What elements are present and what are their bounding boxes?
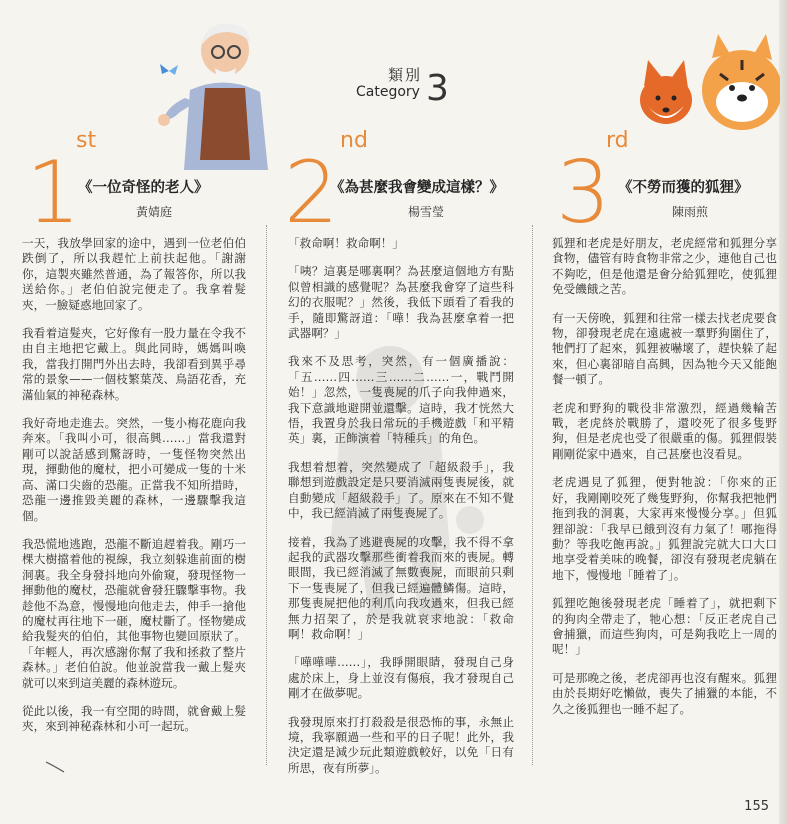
paragraph: 一天，我放學回家的途中，遇到一位老伯伯跌倒了，所以我趕忙上前扶起他。「謝謝你，這製夾雖然普通，為了報答你，所以我送給你。」老伯伯說完便走了。我拿着髮夾，一臉疑惑地回家了。 (22, 236, 246, 312)
paragraph: 可是那晚之後，老虎卻再也沒有醒來。狐狸由於長期好吃懶做，喪失了捕獵的本能，不久之後狐狸也一睡不起了。 (552, 670, 777, 716)
paragraph: 老虎和野狗的戰役非常激烈，經過幾輪苦戰，老虎終於戰勝了，還咬死了很多隻野狗，但是老虎也受了很嚴重的傷。狐狸假裝剛剛從家中過來，自己甚麼也沒看見。 (552, 400, 777, 461)
paragraph: 我來不及思考，突然，有一個廣播說：「五……四……三……二……一，戰鬥開始！」忽然，一隻喪屍的爪子向我伸過來，我下意識地避開並還擊。這時，我才恍然大悟，我置身於我日常玩的手機遊戲「和平精英」裏，正飾演着「特種兵」的角色。 (288, 354, 514, 446)
old-man-illustration (150, 10, 280, 170)
rank-number-2: 2 (284, 143, 339, 243)
paragraph: 狐狸和老虎是好朋友，老虎經常和狐狸分享食物，儘管有時食物非常之少，連他自己也不夠吃，但是他還是會分給狐狸吃，使狐狸免受饑餓之苦。 (552, 236, 777, 297)
paragraph: 有一天傍晚，狐狸和往常一樣去找老虎要食物，卻發現老虎在遠處被一羣野狗圍住了，牠們打了起來，狐狸被嚇壞了，趕快躲了起來，但心裏卻暗自高興，因為牠今天又能飽餐一頓了。 (552, 310, 777, 387)
rank-suffix-3: rd (606, 128, 629, 153)
story-title-3: 《不勞而獲的狐狸》 (618, 180, 749, 196)
paragraph: 我看着這髮夾，它好像有一股力量在令我不由自主地把它戴上。與此同時，媽媽叫喚我，當我打開門外出去時，我卻看到異乎尋常的景象——一個枝繁葉茂、鳥語花香，充滿仙氣的神秘森林。 (22, 326, 246, 402)
story-body-2 (288, 236, 514, 789)
category-number: 3 (426, 68, 449, 109)
story-author-3: 陳雨煎 (672, 205, 709, 219)
category-label-en: Category (356, 84, 420, 100)
pen-mark-icon (44, 760, 68, 774)
rank-suffix-1: st (76, 128, 97, 153)
paragraph: 「救命啊！救命啊！」 (288, 236, 404, 250)
story-title-2: 《為甚麼我會變成這樣？》 (330, 180, 504, 196)
story-author-2: 楊雪瑩 (408, 205, 445, 219)
scan-edge (779, 0, 787, 824)
paragraph: 我好奇地走進去。突然，一隻小梅花鹿向我奔來。「我叫小可，很高興……」當我還對剛可以說話感到驚訝時，一隻怪物突然出現，揮動他的魔杖，把小可變成一隻的十米高、滿口尖齒的恐龍。正當我不知所措時，恐龍一邊推毀美麗的森林，一邊驟擊我這個。 (22, 416, 246, 523)
rank-number-1: 1 (26, 143, 81, 243)
paragraph: 我恐慌地逃跑，恐龍不斷追趕着我。剛巧一棵大樹擋着他的視線，我立刻躲進前面的樹洞裏。我全身發抖地向外偷窺，發現怪物一揮動他的魔杖，恐龍就會發狂驟擊事物。我趁他不為意，慢慢地向他走去，伸手一搶他的魔杖再往地下一砸，魔杖斷了。怪物變成給我髮夾的伯伯，其他事物也變回原狀了。「年輕人，再次感謝你幫了我和拯救了整片森林。」老伯伯說。他並說當我一戴上髮夾就可以來到這美麗的森林遊玩。 (22, 536, 246, 690)
page-number: 155 (744, 799, 769, 814)
paragraph: 老虎遇見了狐狸，便對牠說：「你來的正好，我剛剛咬死了幾隻野狗，你幫我把牠們拖到我的洞裏，大家再來慢慢分享。」但狐狸卻說：「我早已餓到沒有力氣了！哪拖得動？等我吃飽再說。」狐狸說完就大口大口地享受着美味的晚餐，卻沒有發現老虎躺在地下，慢慢地「睡着了」。 (552, 475, 777, 582)
paragraph: 我發現原來打打殺殺是很恐怖的事，永無止境，我寧願過一些和平的日子呢！此外，我決定還是減少玩此類遊戲較好，以免「日有所思，夜有所夢」。 (288, 714, 514, 775)
column-divider-2 (532, 225, 534, 765)
paragraph: 我想着想着，突然變成了「超級殺手」，我聯想到遊戲設定是只要消滅兩隻喪屍後，就自動變成「超級殺手」了。原來在不知不覺中，我已經消滅了兩隻喪屍了。 (288, 459, 514, 521)
rank-number-3: 3 (556, 143, 611, 243)
story-author-1: 黃婧庭 (136, 205, 173, 219)
paragraph: 狐狸吃飽後發現老虎「睡着了」，就把剩下的狗肉全帶走了，牠心想：「反正老虎自己會捕獵，而這些狗肉，可是夠我吃上一周的呢！」 (552, 596, 777, 657)
paragraph: 從此以後，我一有空閒的時間，就會戴上髮夾，來到神秘森林和小可一起玩。 (22, 703, 246, 734)
paragraph: 「咦？這裏是哪裏啊？為甚麼這個地方有點似曾相識的感覺呢？為甚麼我會穿了這些科幻的衣服呢？」然後，我低下頭看了看我的手，隨即驚訝道：「嘩！我為甚麼拿着一把武器啊？」 (288, 264, 514, 341)
category-label-zh: 類別 (388, 66, 423, 84)
paragraph: 「嘩嘩嘩……」，我睜開眼睛，發現自己身處於床上，身上並沒有傷痕，我才發現自己剛才在做夢呢。 (288, 655, 514, 701)
story-body-3 (552, 236, 777, 730)
column-divider-1 (266, 225, 268, 765)
fox-tiger-illustration (630, 30, 780, 140)
story-title-1: 《一位奇怪的老人》 (78, 180, 209, 196)
butterfly-icon (158, 62, 180, 80)
story-body-1 (22, 236, 246, 748)
paragraph: 接着，我為了逃避喪屍的攻擊，我不得不拿起我的武器攻擊那些衝着我而來的喪屍。轉眼間，我已經消滅了無數喪屍，而眼前只剩下一隻喪屍了，但我已經遍體鱗傷。這時，那隻喪屍把他的利爪向我攻過來，但我已經無力招架了，於是我就哀求地說：「救命啊！救命啊！」 (288, 534, 514, 641)
rank-suffix-2: nd (340, 128, 368, 153)
